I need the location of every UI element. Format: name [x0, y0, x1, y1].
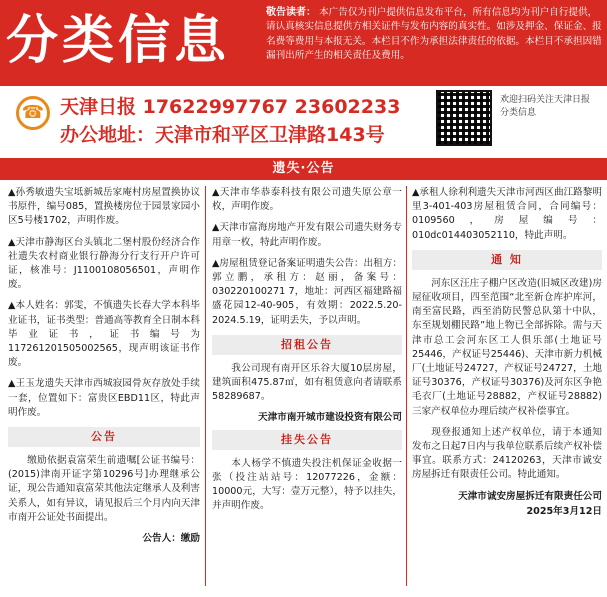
- list-item: ▲王玉龙遗失天津市西城寂园骨灰存放处手续一套，位置如下：富贵区EBD11区，特此声明作废。: [8, 378, 200, 418]
- column-1: [8, 186, 200, 546]
- list-item: ▲天津市静海区台头镇北二堡村股份经济合作社遗失农村商业银行静海分行支行开户许可证，核准号：J1100108056501，声明作废。: [8, 236, 200, 291]
- list-item: ▲本人姓名：郭雯，不慎遗失长春大学本科毕业证书，证书类型：普通高等教育全日制本科毕业证书，证书编号为117261201505002565，现声明该证书作废。: [8, 300, 200, 369]
- phone-icon: ☎: [16, 96, 50, 130]
- list-item: ▲天津市富海房地产开发有限公司遗失财务专用章一枚，特此声明作废。: [212, 222, 402, 248]
- rent-text: 我公司现有南开区乐谷大厦10层房屋，建筑面积475.87㎡，如有租赁意向者请联系58289687。: [212, 362, 402, 403]
- list-item: ▲孙秀敏遗失宝坻新城岳家庵村房屋置换协议书原件，编号085，置换楼房位于园景家园小区5号楼1702，声明作废。: [8, 187, 200, 227]
- page-title: 分类信息: [6, 11, 231, 71]
- qr-code: [436, 90, 492, 146]
- list-item: ▲房屋租赁登记备案证明遗失公告：出租方：郭立鹏，承租方：赵丽，备案号：030220100271 7，地址：河西区福建路福盛花园12-40-905，有效期：2022.5.20-2024.5.19，证明丢失，予以声明。: [212, 257, 402, 326]
- notice-signature: 天津市诚安房屋拆迁有限责任公司: [458, 490, 602, 502]
- contact-address: 办公地址：天津市和平区卫津路143号: [60, 124, 385, 146]
- contact-bar: [0, 86, 607, 154]
- notice-heading: 敬告读者：: [266, 7, 316, 18]
- section-band-title: 遗失·公告: [272, 161, 335, 176]
- reader-notice: [266, 6, 602, 64]
- section-heading: 通 知: [412, 250, 602, 270]
- page-header: [0, 0, 607, 86]
- section-heading: 挂失公告: [212, 430, 402, 450]
- notice-text: 缴励依据袁富荣生前遗嘱[公证书编号：(2015)津南开证字第10296号]办理继承公证，现公告通知袁富荣其他法定继承人及利害关系人，如有异议，请见报后三个月内向天津市南开公证处书面提出。: [8, 455, 200, 523]
- notice-signature: 公告人：缴励: [142, 533, 200, 545]
- notice-body: 本广告仅为刊户提供信息发布平台，所有信息均为刊户自行提供，请认真核实信息提供方相关证件与发布内容的真实性。如涉及押金、保证金、报名费等费用与本报无关。本栏目不作为承担法律责任的依据。本栏目不承担因错漏刊出所产生的相关责任及费用。: [266, 7, 602, 62]
- notice-text: 河东区汪庄子棚户区改造(旧城区改建)房屋征收项目，四至范围“北至新仓库护库河，南至富民路，西至消防民警总队第十中队，东至规划棚民路”地上物已全部拆除。需与天津市总工会河东区工人俱乐部(土地证号25446，产权证号25446)、天津市新力机械厂(土地证号24727，产权证号24727，土地证号30376，产权证号30376)及河东区争艳毛衣厂(土地证号28882，产权证号28882)三家产权单位办理后续产权补偿事宜。: [412, 277, 602, 417]
- contact-phone: 天津日报 17622997767 23602233: [60, 96, 401, 118]
- list-item: ▲天津市华恭泰科技有限公司遗失原公章一枚，声明作废。: [212, 187, 402, 213]
- rent-signature: 天津市南开城市建设投资有限公司: [258, 412, 402, 424]
- qr-caption: 欢迎扫码关注天津日报 分类信息: [500, 95, 591, 118]
- section-heading: 招租公告: [212, 335, 402, 355]
- list-item: ▲承租人徐利利遗失天津市河西区曲江路黎明里3-401-403房屋租赁合同，合同编号：0109560，房屋编号：010dc014403052110，特此声明。: [412, 187, 602, 241]
- notice-text-2: 现登报通知上述产权单位，请于本通知发布之日起7日内与我单位联系后续产权补偿事宜。联系方式：24120263，天津市诚安房屋拆迁有限责任公司。特此通知。: [412, 426, 602, 481]
- section-heading: 公告: [8, 427, 200, 447]
- column-2: [212, 186, 402, 520]
- notice-date: 2025年3月12日: [526, 505, 602, 517]
- column-divider: [406, 186, 407, 586]
- column-divider: [205, 186, 206, 586]
- loss-text: 本人杨学不慎遗失投注机保证金收据一张（投注站站号：12077226，金额：10000元，大写：壹万元整），特予以挂失，并声明作废。: [212, 457, 402, 512]
- column-3: [412, 186, 602, 519]
- section-band: [0, 158, 607, 180]
